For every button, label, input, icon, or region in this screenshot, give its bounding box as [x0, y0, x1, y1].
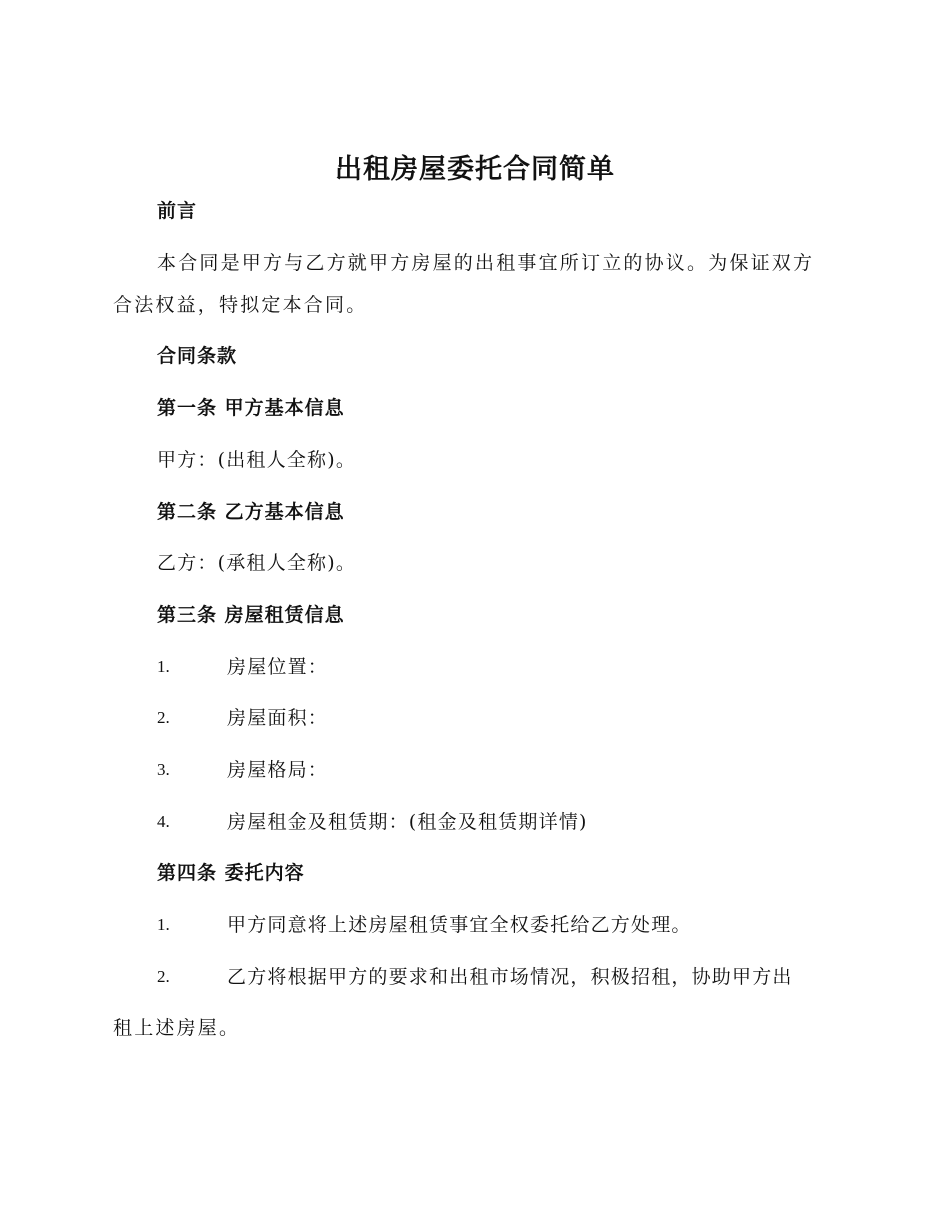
preface-heading: 前言: [157, 200, 198, 222]
list-item-text: 房屋租金及租赁期：(租金及租赁期详情): [227, 811, 588, 833]
article-3-heading: 第三条 房屋租赁信息: [157, 604, 345, 626]
article-1-text: 甲方：(出租人全称)。: [157, 449, 357, 471]
preface-body-line-2: 合法权益，特拟定本合同。: [113, 294, 368, 316]
list-item-number: 3.: [157, 760, 170, 779]
list-item-text: 甲方同意将上述房屋租赁事宜全权委托给乙方处理。: [227, 914, 692, 936]
list-item-text: 房屋格局：: [227, 759, 329, 781]
list-item-number: 1.: [157, 657, 170, 676]
list-item-number: 2.: [157, 967, 170, 986]
article-2-text: 乙方：(承租人全称)。: [157, 552, 357, 574]
preface-body-line-1: 本合同是甲方与乙方就甲方房屋的出租事宜所订立的协议。为保证双方: [157, 252, 815, 274]
list-item-number: 1.: [157, 915, 170, 934]
list-item-text: 房屋面积：: [227, 707, 329, 729]
article-4-heading: 第四条 委托内容: [157, 862, 305, 884]
document-title: 出租房屋委托合同简单: [335, 154, 615, 185]
list-item-number: 4.: [157, 812, 170, 831]
list-item-number: 2.: [157, 708, 170, 727]
article-2-heading: 第二条 乙方基本信息: [157, 501, 345, 523]
article-1-heading: 第一条 甲方基本信息: [157, 397, 345, 419]
list-item-text: 乙方将根据甲方的要求和出租市场情况，积极招租，协助甲方出: [227, 966, 793, 988]
list-item-continuation: 租上述房屋。: [113, 1017, 241, 1039]
terms-heading: 合同条款: [157, 345, 238, 367]
list-item-text: 房屋位置：: [227, 656, 329, 678]
